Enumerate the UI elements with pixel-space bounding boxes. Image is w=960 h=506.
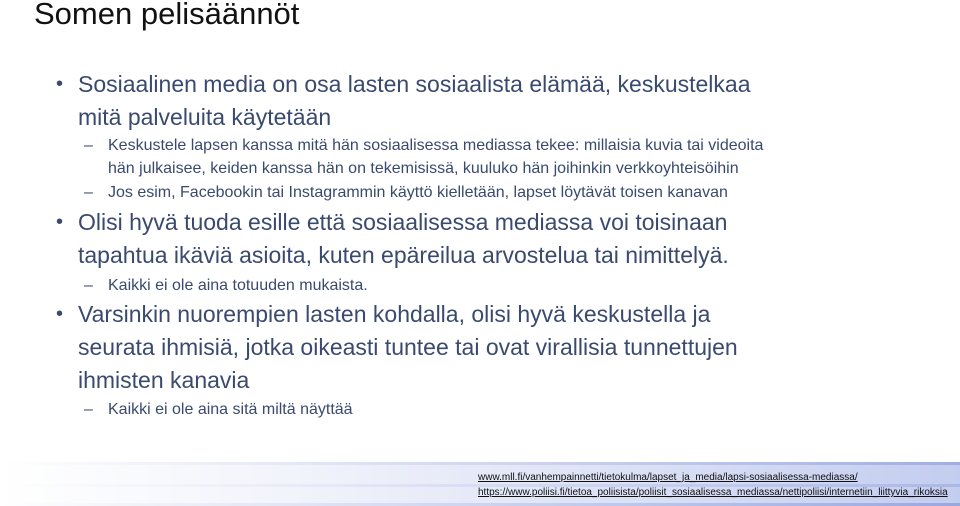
sub-bullet-item <box>84 274 368 297</box>
dash-marker: – <box>84 184 93 201</box>
bullet-text-line: Varsinkin nuorempien lasten kohdalla, olisi hyvä keskustella ja <box>78 301 711 327</box>
bullet-text-line: ihmisten kanavia <box>78 367 250 393</box>
slide-title: Somen pelisäännöt <box>34 0 300 31</box>
bullet-text-line: mitä palveluita käytetään <box>78 104 332 130</box>
sub-bullet-text-line: Kaikki ei ole aina sitä miltä näyttää <box>108 401 353 418</box>
dash-marker: – <box>84 277 93 294</box>
dash-marker: – <box>84 137 93 154</box>
bullet-text-line: Sosiaalinen media on osa lasten sosiaalista elämää, keskustelkaa <box>78 71 751 97</box>
bullet-marker: • <box>56 211 64 233</box>
bullet-marker: • <box>56 303 64 325</box>
sub-bullet-text-line: Keskustele lapsen kanssa mitä hän sosiaalisessa mediassa tekee: millaisia kuvia tai videoita <box>108 137 764 154</box>
bullet-text-line: seurata ihmisiä, jotka oikeasti tuntee tai ovat virallisia tunnettujen <box>78 334 738 360</box>
dash-marker: – <box>84 401 93 418</box>
bullet-marker: • <box>56 73 64 95</box>
bullet-text-line: tapahtua ikäviä asioita, kuten epäreilua arvostelua tai nimittelyä. <box>78 242 729 268</box>
sub-bullet-text-line: Kaikki ei ole aina totuuden mukaista. <box>108 277 368 294</box>
source-link-poliisi[interactable]: https://www.poliisi.fi/tietoa_poliisista/poliisit_sosiaalisessa_mediassa/nettipoliisi/internetiin_liittyvia_rikoksia <box>478 487 948 498</box>
source-link-mll[interactable]: www.mll.fi/vanhempainnetti/tietokulma/lapset_ja_media/lapsi-sosiaalisessa-mediassa/ <box>478 472 858 483</box>
bullet-item <box>56 298 738 397</box>
footer-band <box>0 462 960 506</box>
sub-bullet-text-line: hän julkaisee, keiden kanssa hän on tekemisissä, kuuluko hän joihinkin verkkoyhteisöihin <box>108 160 739 177</box>
bullet-item <box>56 206 729 272</box>
sub-bullet-item <box>84 181 728 204</box>
footer-stripe <box>0 462 960 465</box>
bullet-item <box>56 68 751 134</box>
bullet-text-line: Olisi hyvä tuoda esille että sosiaalisessa mediassa voi toisinaan <box>78 209 728 235</box>
sub-bullet-text-line: Jos esim, Facebookin tai Instagrammin käyttö kielletään, lapset löytävät toisen kanavan <box>108 184 728 201</box>
sub-bullet-item <box>84 398 353 421</box>
sub-bullet-item <box>84 134 764 180</box>
